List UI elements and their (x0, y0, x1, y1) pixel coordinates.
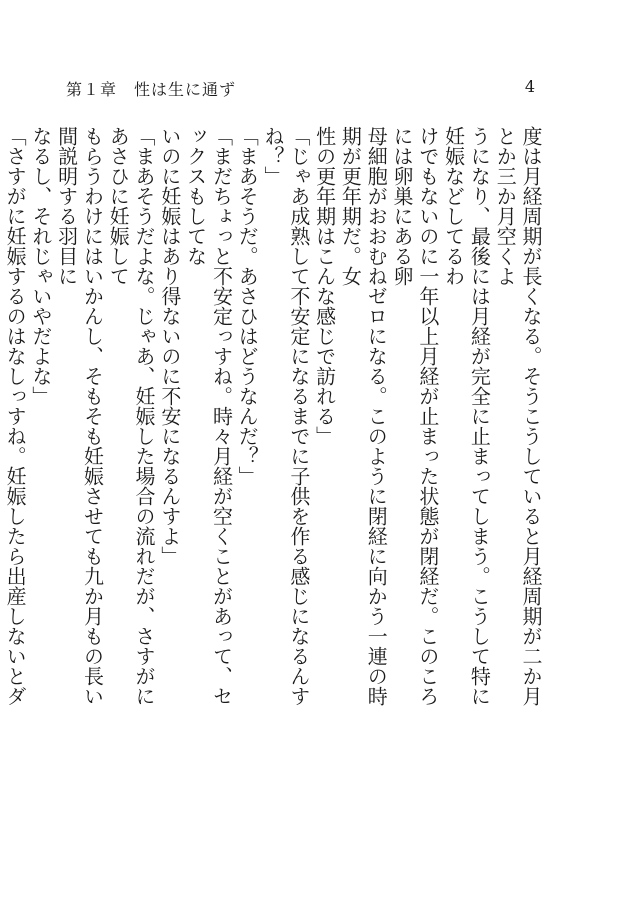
text-line: 度は月経周期が長くなる。そうこうしていると月経周期が二か月とか三か月空くよ (493, 126, 543, 706)
text-line: 性の更年期はこんな感じで訪れる」 (312, 126, 337, 446)
text-line: 「まあそうだよな。じゃあ、妊娠した場合の流れだが、さすがにあさひに妊娠して (106, 126, 157, 706)
text-line: もらうわけにはいかんし、そもそも妊娠させても九か月もの長い間説明する羽目に (54, 126, 105, 706)
text-line: 「さすがに妊娠するのはなしっすね。妊娠したら出産しないとダ (3, 126, 28, 706)
text-line: 「じゃあ成熟して不安定になるまでに子供を作る感じになるんすね？」 (261, 126, 311, 706)
text-line: なるし、それじゃいやだよな」 (28, 126, 53, 406)
text-line: うになり、最後には月経が完全に止まってしまう。こうして特に妊娠などしてるわ (441, 126, 492, 706)
text-line: いのに妊娠はあり得ないのに不安になるんすよ」 (157, 126, 182, 566)
text-line: 母細胞がおおむねゼロになる。このように閉経に向かう一連の時期が更年期だ。女 (338, 126, 389, 706)
page-number: 4 (524, 77, 535, 96)
text-line: 「まあそうだ。あさひはどうなんだ？」 (235, 126, 260, 486)
chapter-title: 第１章 性は生に通ず (66, 80, 237, 99)
text-line: けでもないのに一年以上月経が止まった状態が閉経だ。このころには卵巣にある卵 (390, 126, 440, 706)
text-line: 「まだちょっと不安定っすね。時々月経が空くことがあって、セックスもしてな (183, 126, 234, 706)
body-text (0, 126, 543, 724)
